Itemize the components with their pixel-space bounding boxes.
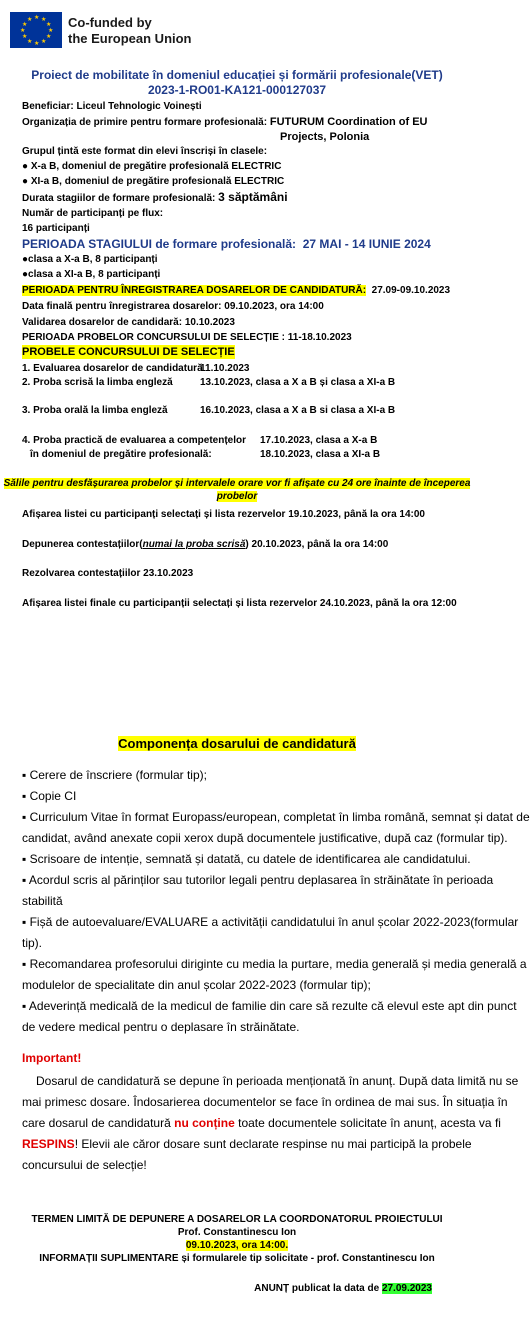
proba-date: 13.10.2023, clasa a X a B și clasa a XI-a B [200,377,396,388]
afisare-finala: Afișarea listei finale cu participanții selectați și lista rezervelor 24.10.2023, până la ora 12:00 [22,598,457,609]
star-icon: ★ [48,28,54,34]
proba-date: 17.10.2023, clasa a X-a B [260,435,378,446]
proba-date: 18.10.2023, clasa a XI-a B [260,449,381,460]
anunt-publicat: ANUNȚ publicat la data de 27.09.2023 [254,1283,432,1294]
termen-date: 09.10.2023, ora 14:00. [185,1240,289,1251]
star-icon: ★ [34,41,40,47]
star-icon: ★ [46,34,52,40]
list-item: stabilită [22,894,63,908]
proba-date: 11.10.2023 [200,363,250,374]
list-item: candidat, având anexate copii xerox după documentele justificative, după caz (formular tip). [22,831,508,845]
componenta-list [22,765,530,1038]
grup-item: ● XI-a B, domeniul de pregătire profesională ELECTRIC [22,176,285,187]
proba-name: 1. Evaluarea dosarelor de candidatură [22,363,203,374]
clasa-item: ●clasa a XI-a B, 8 participanți [22,269,161,280]
perioada-stagiului: PERIOADA STAGIULUI de formare profesională: 27 MAI - 14 IUNIE 2024 [22,237,431,251]
durata: Durata stagiilor de formare profesională: 3 săptămâni [22,190,288,204]
project-title [0,68,474,98]
star-icon: ★ [22,22,28,28]
proba-name: 4. Proba practică de evaluarea a competențelor [22,435,246,446]
cofunded-line1: Co-funded by [68,15,152,30]
organizatie-value2: Projects, Polonia [280,131,370,143]
list-item: ▪ Acordul scris al părinților sau tutorilor legali pentru deplasarea în străinătate în perioada [22,873,494,887]
prof-name: Prof. Constantinescu Ion [177,1227,297,1238]
list-item: ▪ Recomandarea profesorului diriginte cu media la purtare, media generală și media generală a [22,957,527,971]
organizatie: Organizația de primire pentru formare profesională: FUTURUM Coordination of EU [22,116,428,128]
list-item: tip). [22,936,43,950]
list-item: modulelor de specialitate din anul școlar 2022-2023 (formular tip); [22,978,371,992]
rezolvare: Rezolvarea contestațiilor 23.10.2023 [22,568,194,579]
termen-limita: TERMEN LIMITĂ DE DEPUNERE A DOSARELOR LA COORDONATORUL PROIECTULUI [31,1214,443,1225]
probele-heading: PROBELE CONCURSULUI DE SELECȚIE [22,346,235,358]
grup-label: Grupul țintă este format din elevi înscriși în clasele: [22,146,268,157]
star-icon: ★ [20,28,26,34]
list-item: ▪ Curriculum Vitae în format Europass/european, completat în limba română, semnat și datat de [22,810,530,824]
footer [0,1213,474,1265]
inregistrare: PERIOADA PENTRU ÎNREGISTRAREA DOSARELOR DE CANDIDATURĂ: 27.09-09.10.2023 [22,285,451,296]
star-icon: ★ [41,39,47,45]
star-icon: ★ [27,39,33,45]
informatii: INFORMAȚII SUPLIMENTARE și formularele tip solicitate - prof. Constantinescu Ion [39,1253,435,1264]
proba-name: 3. Proba orală la limba engleză [22,405,168,416]
star-icon: ★ [41,17,47,23]
clasa-item: ●clasa a X-a B, 8 participanți [22,254,158,265]
list-item: de vedere medical pentru o deplasare în străinătate. [22,1020,300,1034]
star-icon: ★ [46,22,52,28]
beneficiar: Beneficiar: Liceul Tehnologic Voinești [22,101,202,112]
list-item: ▪ Adeverință medicală de la medicul de familie din care să rezulte că elevul este apt din punct [22,999,517,1013]
eu-flag-icon [10,12,62,48]
grup-item: ● X-a B, domeniul de pregătire profesională ELECTRIC [22,161,282,172]
contestatii: Depunerea contestațiilor(numai la proba scrisă) 20.10.2023, până la ora 14:00 [22,539,389,550]
list-item: ▪ Scrisoare de intenție, semnată și datată, cu datele de identificarea ale candidatului. [22,852,471,866]
cofunded-label [68,15,192,47]
proba-name: 2. Proba scrisă la limba engleză [22,377,173,388]
important-paragraph: Dosarul de candidatură se depune în perioada menționată în anunț. După data limită nu se mai primesc dosare. Îndosarierea documentelor se face în ordinea de mai sus. În situația în care dosarul de candidatură nu conține toate documentele solicitate în anunț, acesta va fi RESPINS! Elevii ale căror dosare sunt declarate respinse nu mai participă la probele concursului de selecție! [22,1074,519,1172]
afisare-lista: Afișarea listei cu participanți selectați și lista rezervelor 19.10.2023, până la ora 14:00 [22,509,425,520]
star-icon: ★ [34,15,40,21]
proba-date: 16.10.2023, clasa a X a B si clasa a XI-a B [200,405,396,416]
numar-label: Număr de participanți pe flux: [22,208,164,219]
sali-note: Sălile pentru desfășurarea probelor și intervalele orare vor fi afișate cu 24 ore înainte de începerea probelor [3,478,471,502]
title-line2: 2023-1-RO01-KA121-000127037 [147,83,327,97]
validarea: Validarea dosarelor de candidară: 10.10.2023 [22,317,235,328]
numar-value: 16 participanți [22,223,90,234]
title-line1: Proiect de mobilitate în domeniul educației și formării profesionale(VET) [31,68,443,82]
list-item: ▪ Fișă de autoevaluare/EVALUARE a activității candidatului în anul școlar 2022-2023(formular [22,915,519,929]
proba-name: în domeniul de pregătire profesională: [30,449,212,460]
star-icon: ★ [27,17,33,23]
data-finala: Data finală pentru înregistrarea dosarelor: 09.10.2023, ora 14:00 [22,301,324,312]
important-label: Important! [22,1051,82,1065]
componenta-heading: Componența dosarului de candidatură [118,736,356,751]
perioada-probelor: PERIOADA PROBELOR CONCURSULUI DE SELECȚIE : 11-18.10.2023 [22,332,352,343]
list-item: ▪ Copie CI [22,789,77,803]
list-item: ▪ Cerere de înscriere (formular tip); [22,768,207,782]
cofunded-line2: the European Union [68,31,192,46]
star-icon: ★ [22,34,28,40]
